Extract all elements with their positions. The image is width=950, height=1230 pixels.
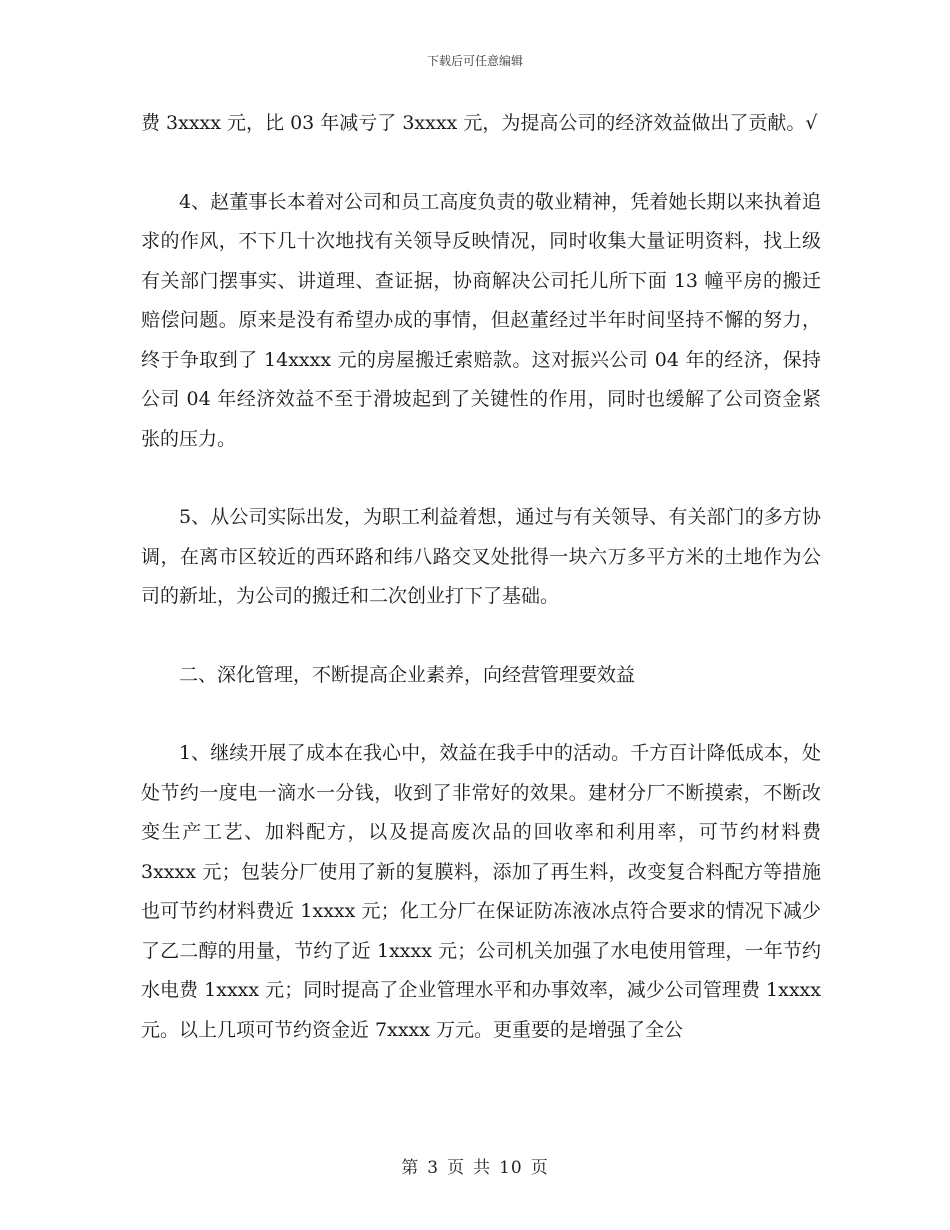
section-heading-2: 二、深化管理，不断提高企业素养，向经营管理要效益 [179,663,636,686]
paragraph-item-5: 5、从公司实际出发，为职工利益着想，通过与有关领导、有关部门的多方协调，在离市区较近的西环路和纬八路交叉处批得一块六万多平方米的土地作为公司的新址，为公司的搬迁和二次创业打下了基础。 [141,506,821,607]
page-header: 下载后可任意编辑 [426,54,523,68]
paragraph-item-4: 4、赵董事长本着对公司和员工高度负责的敬业精神，凭着她长期以来执着追求的作风，不下几十次地找有关领导反映情况，同时收集大量证明资料，找上级有关部门摆事实、讲道理、查证据，协商解决公司托儿所下面 13 幢平房的搬迁赔偿问题。原来是没有希望办成的事情，但赵董经过半年时间坚持不懈的努力，终于争取到了 14xxxx 元的房屋搬迁索赔款。这对振兴公司 04 年的经济，保持公司 04 年经济效益不至于滑坡起到了关键性的作用，同时也缓解了公司资金紧张的压力。 [141,190,821,450]
total-pages: 10 [499,1158,523,1178]
paragraph-gap [141,459,821,498]
footer-total-prefix: 共 [473,1158,492,1178]
paragraph-item-1: 1、继续开展了成本在我心中，效益在我手中的活动。千方百计降低成本，处处节约一度电一滴水一分钱，收到了非常好的效果。建材分厂不断摸索，不断改变生产工艺、加料配方，以及提高废次品的回收率和利用率，可节约材料费 3xxxx 元；包装分厂使用了新的复膜料，添加了再生料，改变复合料配方等措施也可节约材料费近 1xxxx 元；化工分厂在保证防冻液冰点符合要求的情况下减少了乙二醇的用量，节约了近 1xxxx 元；公司机关加强了水电使用管理，一年节约水电费 1xxxx 元；同时提高了企业管理水平和办事效率，减少公司管理费 1xxxx 元。以上几项可节约资金近 7xxxx 万元。更重要的是增强了全公 [141,742,821,1041]
document-body [141,104,821,1050]
paragraph-continuation: 费 3xxxx 元，比 03 年减亏了 3xxxx 元，为提高公司的经济效益做出了贡献。√ [141,112,818,134]
paragraph-gap [141,144,821,183]
page-number: 3 [427,1158,440,1178]
footer-page-unit: 页 [447,1158,466,1178]
paragraph-gap [141,695,821,734]
footer-prefix: 第 [401,1158,420,1178]
page-footer [0,1153,950,1178]
footer-total-unit: 页 [530,1158,549,1178]
paragraph-gap [141,617,821,656]
